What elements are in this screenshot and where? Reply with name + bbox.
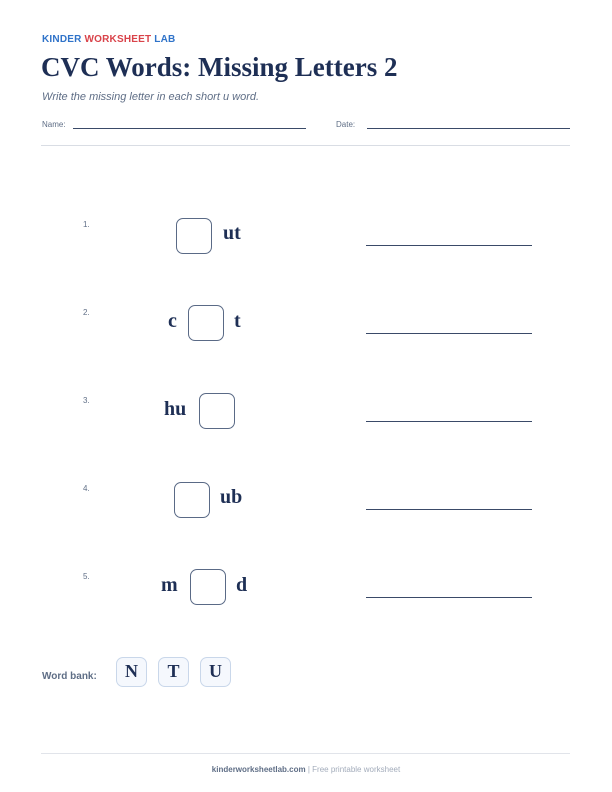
name-label: Name: <box>42 120 66 129</box>
question-number: 2. <box>83 308 90 317</box>
question-number: 5. <box>83 572 90 581</box>
word-bank-label: Word bank: <box>42 671 97 682</box>
brand-part-worksheet: WORKSHEET <box>84 34 152 45</box>
word-bank-tile[interactable]: U <box>200 657 231 687</box>
word-beginning: c <box>168 310 177 332</box>
name-field[interactable] <box>73 128 306 129</box>
answer-box[interactable] <box>174 482 210 518</box>
word-beginning: hu <box>164 398 187 420</box>
word-ending: d <box>236 574 248 596</box>
answer-box[interactable] <box>190 569 226 605</box>
write-line[interactable] <box>366 245 532 246</box>
header-divider <box>41 145 570 146</box>
page-title: CVC Words: Missing Letters 2 <box>41 52 398 82</box>
word-beginning: m <box>161 574 178 596</box>
write-line[interactable] <box>366 509 532 510</box>
write-line[interactable] <box>366 421 532 422</box>
word-bank-tile[interactable]: N <box>116 657 147 687</box>
question-number: 4. <box>83 484 90 493</box>
brand-part-kinder: KINDER <box>42 34 85 45</box>
answer-box[interactable] <box>188 305 224 341</box>
footer-note: Free printable worksheet <box>312 765 401 774</box>
question-number: 3. <box>83 396 90 405</box>
date-field[interactable] <box>367 128 570 129</box>
brand-logo <box>42 34 175 45</box>
word-ending: t <box>234 310 241 332</box>
question-number: 1. <box>83 220 90 229</box>
footer <box>0 765 612 774</box>
word-ending: ub <box>220 486 243 508</box>
brand-part-lab: LAB <box>151 34 176 45</box>
footer-site-link[interactable]: kinderworksheetlab.com <box>211 765 306 774</box>
instructions: Write the missing letter in each short u word. <box>42 91 260 103</box>
write-line[interactable] <box>366 333 532 334</box>
footer-divider <box>41 753 570 754</box>
write-line[interactable] <box>366 597 532 598</box>
word-bank-tile[interactable]: T <box>158 657 189 687</box>
footer-separator: | <box>305 765 313 774</box>
date-label: Date: <box>336 120 356 129</box>
answer-box[interactable] <box>199 393 235 429</box>
answer-box[interactable] <box>176 218 212 254</box>
word-ending: ut <box>223 222 241 244</box>
